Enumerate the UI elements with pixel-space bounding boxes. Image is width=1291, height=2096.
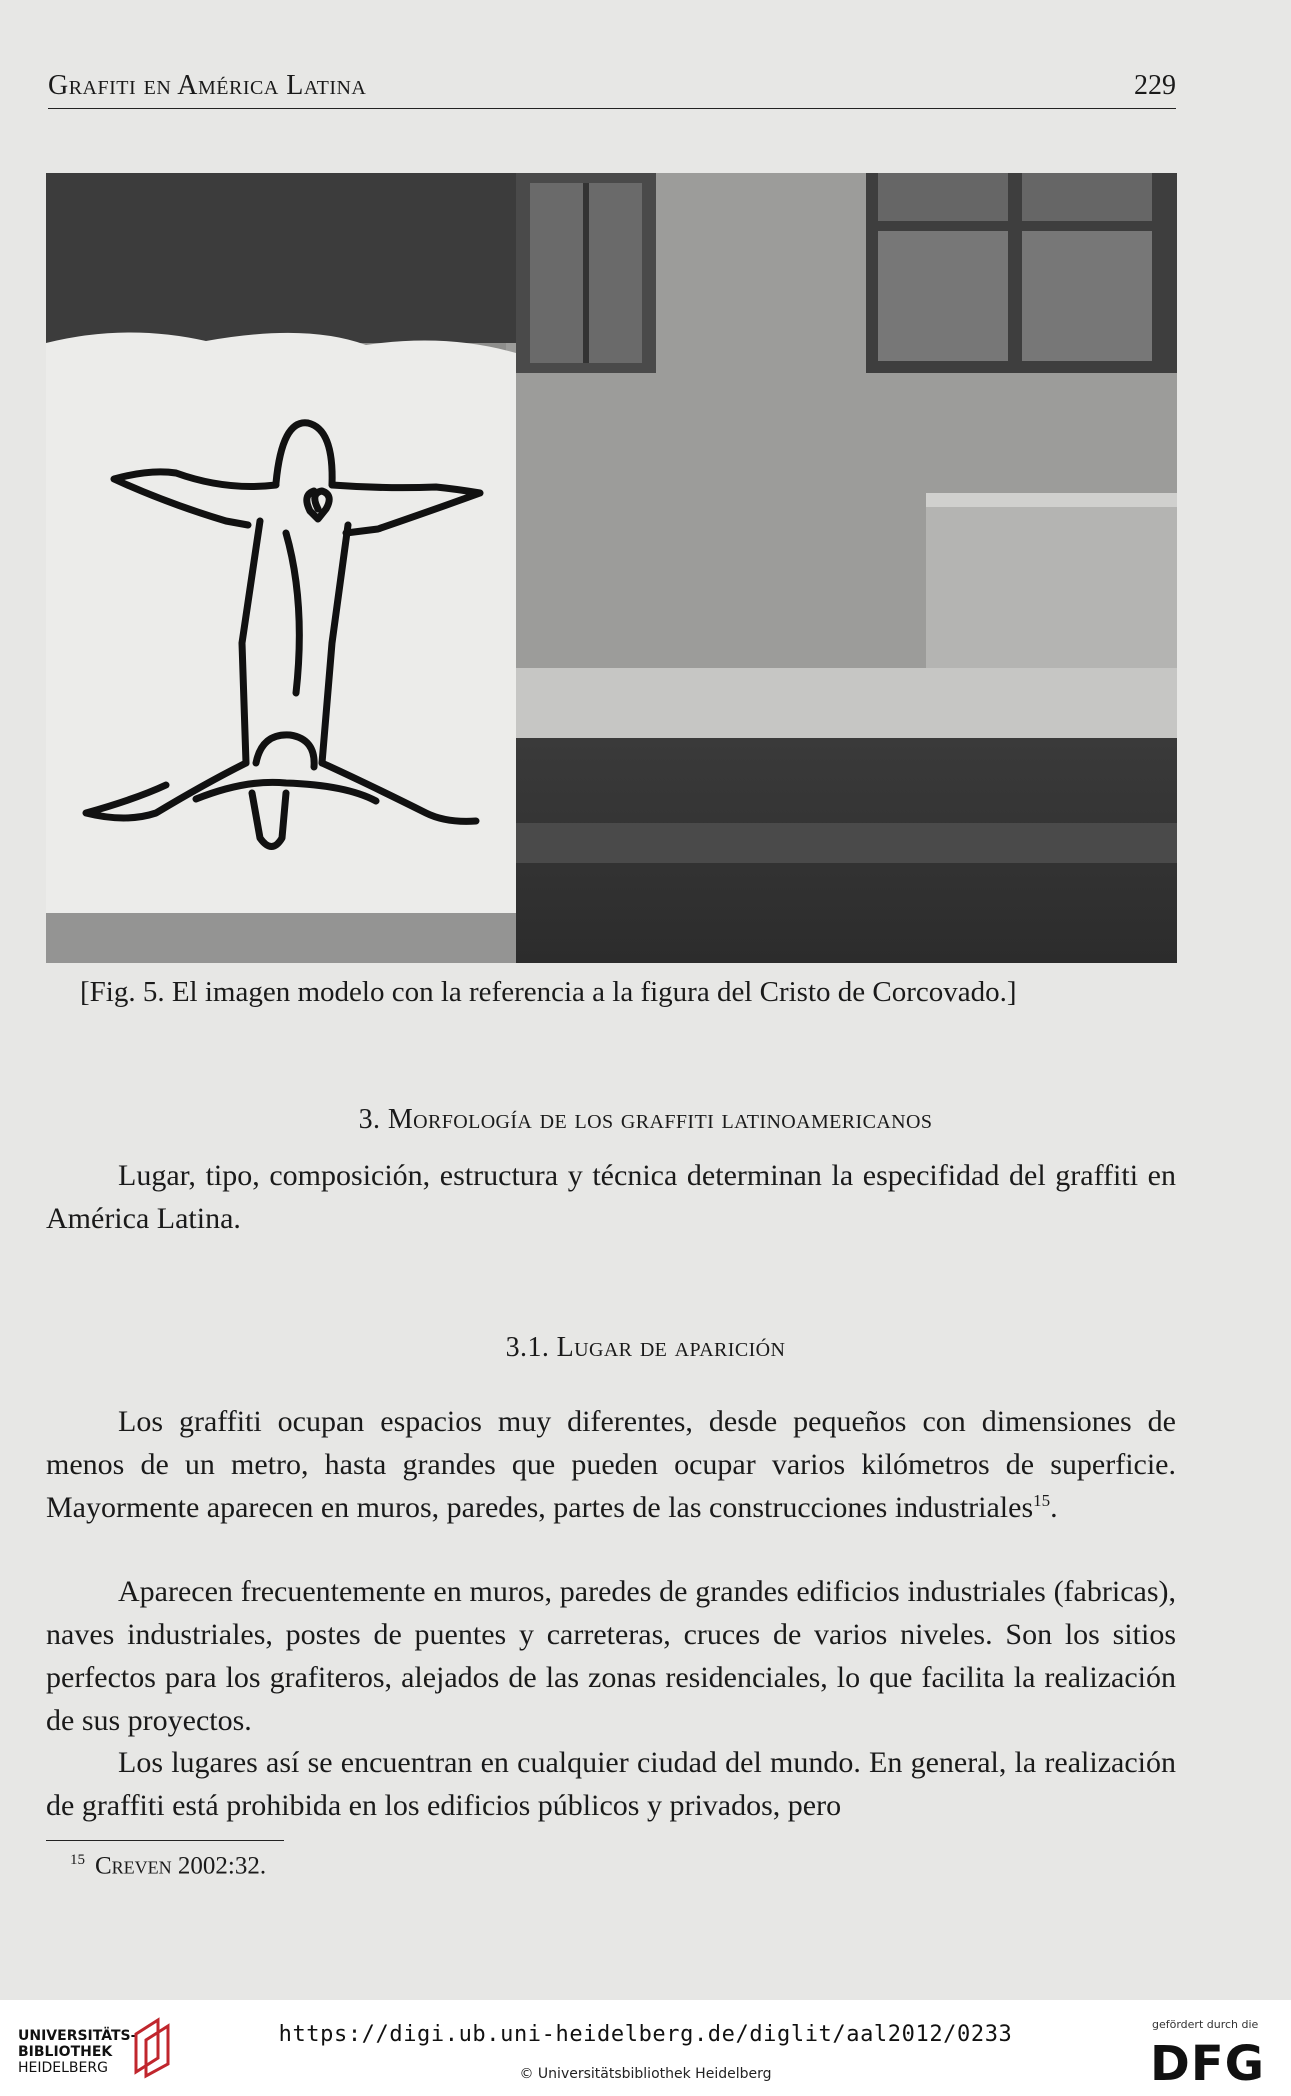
footnote-number: 15 <box>70 1852 85 1868</box>
footnote-15 <box>70 1852 266 1880</box>
library-footer <box>0 2000 1291 2096</box>
paragraph-text: Lugar, tipo, composición, estructura y técnica determinan la especifidad del graffiti en América Latina. <box>46 1159 1176 1235</box>
footnote-divider <box>46 1840 284 1841</box>
graffiti-photo-illustration <box>46 173 1177 963</box>
paragraph-lugar-2 <box>46 1570 1176 1742</box>
funded-by-label: gefördert durch die <box>1152 2018 1259 2031</box>
footnote-author: Creven <box>95 1852 172 1880</box>
section-heading-3-1: 3.1. Lugar de aparición <box>505 1332 786 1363</box>
paragraph-lugar-3 <box>46 1741 1176 1827</box>
copyright-notice: © Universitätsbibliothek Heidelberg <box>519 2066 772 2082</box>
footnote-reference: 2002:32. <box>171 1852 267 1880</box>
paragraph-text-with-footnote <box>46 1400 1176 1529</box>
paragraph-lugar-1 <box>46 1400 1176 1529</box>
footnote-ref[interactable]: 15 <box>1033 1491 1051 1510</box>
page-number: 229 <box>1134 70 1176 101</box>
paragraph-text: Los lugares así se encuentran en cualquier ciudad del mundo. En general, la realización de graffiti está prohibida en los edificios públicos y privados, pero <box>46 1746 1176 1822</box>
paragraph-text: Aparecen frecuentemente en muros, paredes de grandes edificios industriales (fabricas), naves industriales, postes de puentes y carreteras, cruces de varios niveles. Son los sitios perfectos para los grafiteros, alejados de las zonas residenciales, lo que facilita la realización de sus proyectos. <box>46 1575 1176 1737</box>
paragraph-text: Los graffiti ocupan espacios muy diferentes, desde pequeños con dimensiones de menos de un metro, hasta grandes que pueden ocupar varios kilómetros de superficie. Mayormente aparecen en muros, paredes, partes de las construcciones industriales <box>46 1405 1176 1524</box>
dfg-logo[interactable]: DFG <box>1150 2036 1266 2092</box>
paragraph-section-3 <box>46 1154 1176 1240</box>
figure-caption: [Fig. 5. El imagen modelo con la referencia a la figura del Cristo de Corcovado.] <box>80 976 1017 1008</box>
section-heading-3: 3. Morfología de los graffiti latinoamericanos <box>358 1104 933 1135</box>
paragraph-end: . <box>1050 1491 1058 1524</box>
library-line-1: UNIVERSITÄTS- <box>18 2028 137 2044</box>
document-url-link[interactable]: https://digi.ub.uni-heidelberg.de/diglit/aal2012/0233 <box>278 2022 1013 2047</box>
running-header <box>48 64 1176 109</box>
running-title: Grafiti en América Latina <box>48 70 367 101</box>
library-line-2: BIBLIOTHEK <box>18 2044 113 2060</box>
figure-photo <box>46 173 1177 963</box>
library-line-3: HEIDELBERG <box>18 2060 108 2076</box>
